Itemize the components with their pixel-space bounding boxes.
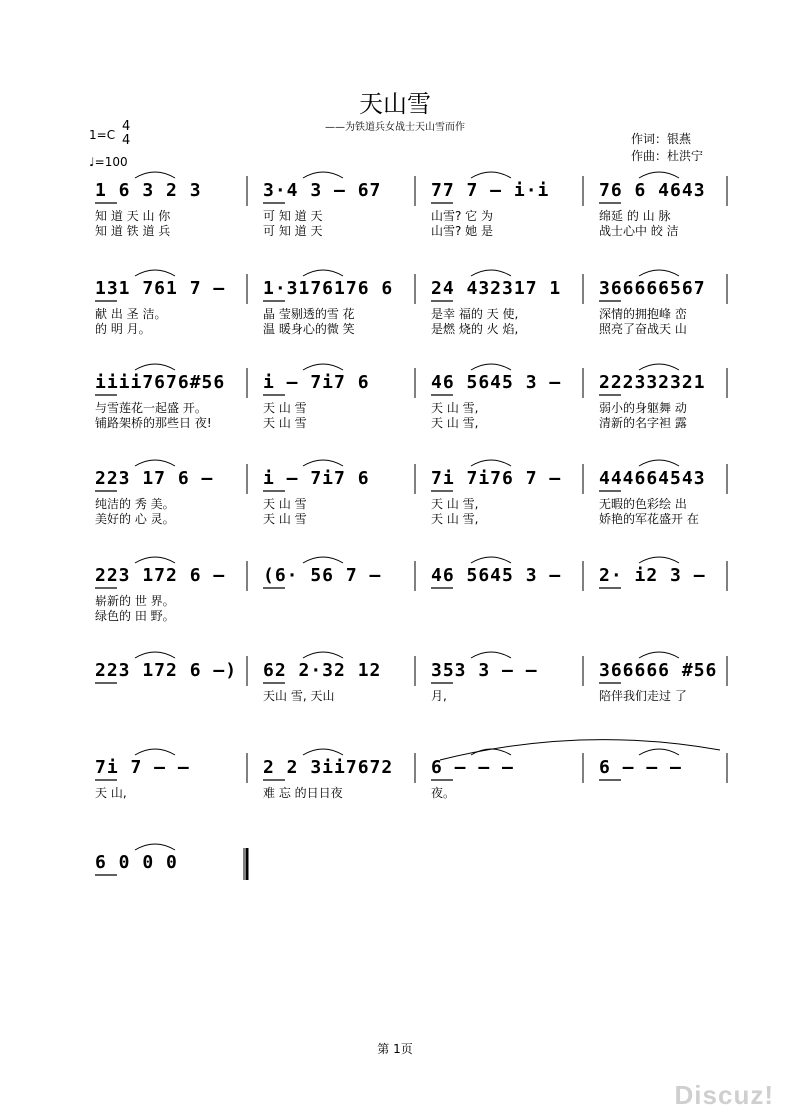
measure-notes: 366666567 (599, 278, 706, 299)
measure-notes: 366666 #56 (599, 660, 718, 681)
lyric-verse-1: 夜。 (431, 786, 456, 800)
measure-notes: 1 6 3 2 3 (95, 180, 202, 201)
measure-notes: 46 5645 3 – (431, 565, 562, 586)
measure-notes: 353 3 – – (431, 660, 538, 681)
measure-notes: iiii7676#56 (95, 372, 226, 393)
measure-notes: 77 7 – i·i (431, 180, 550, 201)
lyric-verse-1: 陪伴我们走过 了 (599, 689, 687, 703)
lyric-verse-1: 绵延 的 山 脉 (599, 209, 671, 223)
measure-notes: 2· i2 3 – (599, 565, 706, 586)
slur-arc (135, 172, 175, 178)
slur-arc (303, 460, 343, 466)
lyric-verse-2: 是燃 烧的 火 焰, (431, 322, 519, 336)
lyric-verse-2: 照亮了奋战天 山 (599, 322, 687, 336)
lyric-verse-1: 晶 莹剔透的雪 花 (263, 307, 355, 321)
measure-notes: 3·4 3 – 67 (263, 180, 382, 201)
measure-notes: 6 0 0 0 (95, 852, 178, 873)
measure-notes: 223 172 6 –) (95, 660, 238, 681)
measure-notes: 7i 7 – – (95, 757, 190, 778)
key-signature: 1=C (89, 128, 116, 142)
slur-arc (471, 172, 511, 178)
slur-arc (135, 557, 175, 563)
tempo-value: =100 (94, 155, 128, 169)
lyric-verse-2: 天 山 雪, (431, 416, 479, 430)
song-title: 天山雪 (359, 90, 431, 118)
lyric-verse-1: 山雪? 它 为 (431, 209, 493, 223)
lyric-verse-2: 山雪? 她 是 (431, 224, 493, 238)
lyric-verse-1: 天 山, (95, 786, 127, 800)
measure-notes: 24 432317 1 (431, 278, 562, 299)
measure-notes: 223 172 6 – (95, 565, 226, 586)
lyric-verse-1: 天 山 雪 (263, 401, 307, 415)
lyric-verse-1: 深情的拥抱峰 峦 (599, 307, 687, 321)
slur-arc (639, 172, 679, 178)
lyric-verse-1: 弱小的身躯舞 动 (599, 401, 687, 415)
slur-arc (639, 270, 679, 276)
lyric-verse-2: 美好的 心 灵。 (95, 512, 175, 526)
slur-arc (639, 749, 679, 755)
lyric-verse-1: 天山 雪, 天山 (263, 689, 335, 703)
measure-notes: 444664543 (599, 468, 706, 489)
measure-notes: 2 2 3ii7672 (263, 757, 394, 778)
lyric-verse-2: 的 明 月。 (95, 322, 151, 336)
lyric-verse-1: 天 山 雪, (431, 497, 479, 511)
measure-notes: 222332321 (599, 372, 706, 393)
lyric-verse-2: 知 道 铁 道 兵 (95, 224, 171, 238)
lyricist-credit: 作词：银燕 (631, 132, 692, 146)
measure-notes: (6· 56 7 – (263, 565, 382, 586)
slur-arc (471, 460, 511, 466)
discuz-watermark: Discuz! (674, 1080, 774, 1110)
lyric-verse-2: 天 山 雪 (263, 416, 307, 430)
slur-arc (135, 844, 175, 850)
lyric-verse-1: 月, (431, 689, 447, 703)
lyric-verse-1: 是幸 福的 天 使, (431, 307, 519, 321)
slur-arc (135, 460, 175, 466)
lyric-verse-1: 与雪莲花一起盛 开。 (95, 401, 207, 415)
measure-notes: 76 6 4643 (599, 180, 706, 201)
slur-arc (303, 172, 343, 178)
time-signature-top: 4 (122, 119, 131, 134)
slur-arc (135, 364, 175, 370)
song-subtitle: ——为铁道兵女战士天山雪而作 (325, 122, 465, 133)
slur-arc (303, 749, 343, 755)
measure-notes: 62 2·32 12 (263, 660, 382, 681)
slur-arc (303, 652, 343, 658)
lyric-verse-1: 天 山 雪 (263, 497, 307, 511)
slur-arc (303, 557, 343, 563)
slur-arc (303, 270, 343, 276)
slur-arc (639, 460, 679, 466)
measure-notes: i – 7i7 6 (263, 372, 370, 393)
measure-notes: 6 – – – (431, 757, 514, 778)
lyric-verse-2: 战士心中 皎 洁 (599, 224, 679, 238)
slur-arc (639, 652, 679, 658)
quarter-note-icon: ♩ (89, 155, 95, 169)
lyric-verse-1: 可 知 道 天 (263, 209, 323, 223)
lyric-verse-2: 娇艳的军花盛开 在 (599, 512, 699, 526)
slur-arc (135, 749, 175, 755)
lyric-verse-2: 可 知 道 天 (263, 224, 323, 238)
measure-notes: 131 761 7 – (95, 278, 226, 299)
lyric-verse-2: 温 暖身心的微 笑 (263, 322, 355, 336)
page-number: 第 1页 (377, 1042, 413, 1056)
lyric-verse-1: 无暇的色彩绘 出 (599, 497, 687, 511)
slur-arc (471, 270, 511, 276)
slur-arc (639, 364, 679, 370)
lyric-verse-1: 献 出 圣 洁。 (95, 307, 167, 321)
lyric-verse-1: 崭新的 世 界。 (95, 594, 175, 608)
slur-arc (135, 652, 175, 658)
lyric-verse-1: 纯洁的 秀 美。 (95, 497, 175, 511)
measure-notes: 7i 7i76 7 – (431, 468, 562, 489)
time-signature-bottom: 4 (122, 133, 131, 148)
slur-arc (471, 364, 511, 370)
measure-notes: 223 17 6 – (95, 468, 214, 489)
slur-arc (471, 557, 511, 563)
measure-notes: 46 5645 3 – (431, 372, 562, 393)
slur-arc (639, 557, 679, 563)
slur-arc (303, 364, 343, 370)
measure-notes: 1·3176176 6 (263, 278, 394, 299)
slur-arc (471, 652, 511, 658)
lyric-verse-1: 难 忘 的日日夜 (263, 786, 343, 800)
measure-notes: i – 7i7 6 (263, 468, 370, 489)
slur-arc (135, 270, 175, 276)
lyric-verse-2: 天 山 雪, (431, 512, 479, 526)
lyric-verse-2: 铺路架桥的那些日 夜! (95, 416, 212, 430)
lyric-verse-1: 天 山 雪, (431, 401, 479, 415)
lyric-verse-1: 知 道 天 山 你 (95, 209, 171, 223)
lyric-verse-2: 绿色的 田 野。 (95, 609, 175, 623)
measure-notes: 6 – – – (599, 757, 682, 778)
composer-credit: 作曲：杜洪宁 (631, 149, 704, 163)
lyric-verse-2: 清新的名字袒 露 (599, 416, 687, 430)
lyric-verse-2: 天 山 雪 (263, 512, 307, 526)
